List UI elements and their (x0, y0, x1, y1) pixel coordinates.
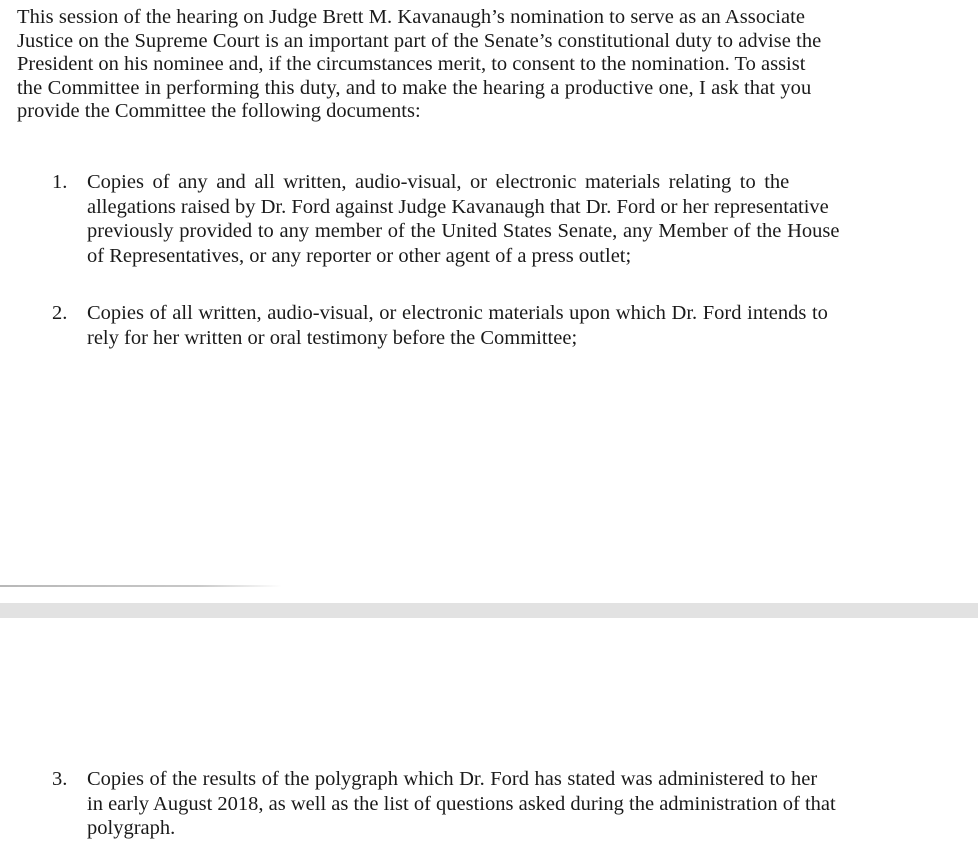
item-line: in early August 2018, as well as the list of questions asked during the administration of that (87, 792, 836, 815)
intro-line: provide the Committee the following documents: (17, 100, 421, 122)
item-line: polygraph. (87, 817, 176, 839)
item-number: 2. (52, 302, 68, 324)
intro-line: Justice on the Supreme Court is an important part of the Senate’s constitutional duty to advise the (17, 29, 822, 52)
intro-line: the Committee in performing this duty, and to make the hearing a productive one, I ask that you (17, 76, 812, 99)
intro-paragraph (17, 6, 927, 124)
item-line: Copies of any and all written, audio-visual, or electronic materials relating to the (87, 171, 790, 193)
item-line: Copies of all written, audio-visual, or electronic materials upon which Dr. Ford intends to (87, 302, 828, 324)
item-number: 1. (52, 171, 68, 193)
item-line: rely for her written or oral testimony before the Committee; (87, 326, 578, 349)
page-break-band (0, 603, 978, 618)
item-number: 3. (52, 768, 68, 790)
item-text (87, 170, 927, 268)
item-line: Copies of the results of the polygraph which Dr. Ford has stated was administered to her (87, 768, 818, 790)
item-text (87, 767, 927, 841)
item-line: previously provided to any member of the United States Senate, any Member of the House (87, 220, 840, 242)
item-line: of Representatives, or any reporter or other agent of a press outlet; (87, 244, 632, 267)
intro-line: President on his nominee and, if the circumstances merit, to consent to the nomination. To assist (17, 53, 806, 75)
item-text (87, 301, 927, 350)
footnote-separator-line (0, 585, 282, 587)
item-line: allegations raised by Dr. Ford against Judge Kavanaugh that Dr. Ford or her representative (87, 195, 829, 218)
intro-line: This session of the hearing on Judge Brett M. Kavanaugh’s nomination to serve as an Associate (17, 6, 806, 28)
